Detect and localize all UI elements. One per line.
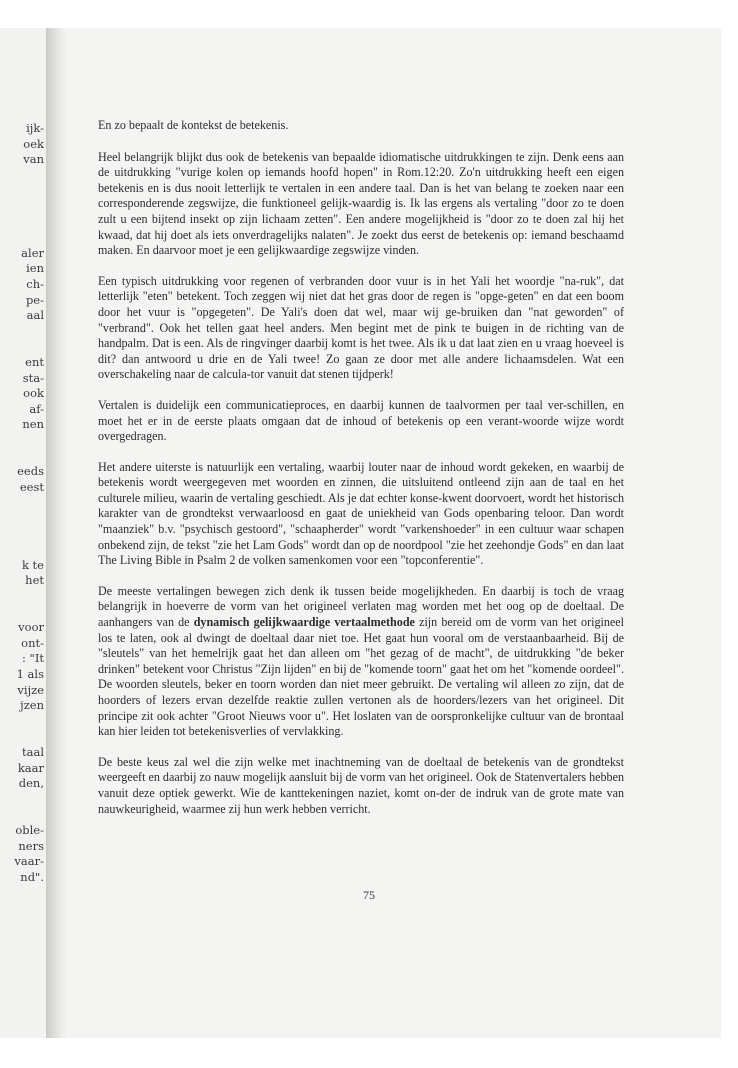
- left-page-fragment: kaar: [17, 760, 44, 775]
- paragraph-yali: Een typisch uitdrukking voor regenen of verbranden door vuur is in het Yali het woordje "na-ruk", dat letterlijk "eten" betekent. Toch zeggen wij niet dat het gras door de regen is "opge-geten" en dat een boom door het vuur is "opgegeten". De Yali's doen dat wel, maar wij ge-bruiken dan "nat geworden" of "verbrand". Ook het tellen gaat heel anders. Men begint met de pink te buigen in de richting van de handpalm. Dat is een. Als de ringvinger daarbij komt is het twee. Als ik u dat laat zien en u vraag hoeveel is dit? dan antwoord u drie en de Yali twee! Zo gaan ze door met alle andere lichaamsdelen. Wat een overschakeling naar de calcula-tor vanuit dat stenen tijdperk!: [98, 273, 624, 382]
- paragraph-text: De meeste vertalingen bewegen zich denk ik tussen beide mogelijkheden. En daarbij is toch de vraag belangrijk in hoeverre de vorm van het origineel verlaten mag worden met het oog op de doeltaal. De aanhangers van de: [98, 583, 624, 630]
- left-page-fragment: ners: [18, 838, 44, 853]
- page-body: [98, 118, 624, 832]
- left-page-fragment: ch-: [26, 277, 44, 291]
- left-page-fragment: 1 als: [16, 667, 44, 681]
- left-page-fragment: den,: [18, 776, 44, 791]
- left-page-fragment: : "It: [22, 651, 44, 666]
- intro-line: En zo bepaalt de kontekst de betekenis.: [98, 118, 289, 132]
- left-page-fragment: nd".: [20, 869, 44, 884]
- left-page-fragment: oek: [23, 136, 44, 151]
- paragraph-other-extreme: Het andere uiterste is natuurlijk een vertaling, waarbij louter naar de inhoud wordt gekeken, en waarbij de betekenis wordt weergegeven met woorden en zinnen, die uitsluitend ontleend zijn aan de taal en het culturele milieu, waarin de vertaling geschiedt. Als je dat echter konse-kwent doorvoert, wordt het historisch karakter van de grondtekst verwaarloosd en gaat de uniekheid van Gods openbaring teloor. Dan wordt "maanziek" b.v. "psychisch gestoord", "schaapherder" wordt "varkenshoeder" in een cultuur waar schapen onbekend zijn, de tekst "zie het Lam Gods" wordt dan op de noordpool "zie het zeehondje Gods" en dan laat The Living Bible in Psalm 2 de volken samenkomen voor een "topconferentie".: [98, 459, 624, 568]
- left-page-fragment: eeds: [17, 464, 44, 479]
- book-gutter: [46, 28, 66, 1038]
- left-page-fragment: jzen: [20, 698, 44, 713]
- left-page-fragment: af-: [29, 401, 44, 416]
- left-page-fragment: taal: [21, 745, 44, 759]
- paragraph-idioms: Heel belangrijk blijkt dus ook de betekenis van bepaalde idiomatische uitdrukkingen te zijn. Denk eens aan de uitdrukking "vurige kolen op iemands hoofd hopen" in Rom.12:20. Zo'n uitdrukking heeft een eigen betekenis en is dus nooit letterlijk te vertalen in een andere taal. Dan is het van belang te zoeken naar een corresponderende zegswijze, die funktioneel gelijk-waardig is. Ik las ergens als vertaling "door zo te doen zult u een bijtend insekt op zijn lichaam zetten". Een andere mogelijkheid is "door zo te doen zal hij het kwaad, dat hij doet als iets onverdragelijks nalaten". Je zoekt dus eerst de betekenis op: iemand beschaamd maken. En daarvoor moet je een gelijkwaardige zegswijze vinden.: [98, 149, 624, 258]
- paragraph-communication: Vertalen is duidelijk een communicatieproces, en daarbij kunnen de taalvormen per taal ver-schillen, en moet het er in de eerste plaats omgaan dat de inhoud of betekenis op een verant-woorde wijze wordt overgedragen.: [98, 397, 624, 444]
- left-page-fragment: ont-: [21, 635, 44, 650]
- page-number: 75: [363, 888, 375, 902]
- left-page-fragment: nen: [22, 417, 44, 432]
- left-page-fragment: aler: [21, 245, 44, 260]
- left-page-fragment: aal: [26, 308, 44, 323]
- left-page-fragment: ien: [26, 261, 44, 276]
- left-page-fragment: eest: [19, 479, 44, 494]
- left-facing-page: [0, 28, 46, 1038]
- left-page-fragment: ent: [25, 355, 44, 369]
- left-page-fragment: vijze: [17, 682, 44, 697]
- left-page-fragment: k te: [21, 557, 44, 572]
- left-page-fragment: sta-: [22, 370, 44, 385]
- left-page-fragment: oble-: [15, 823, 44, 837]
- page-edge: [721, 28, 738, 1038]
- left-page-fragment: voor: [18, 620, 44, 635]
- paragraph-best-choice: De beste keus zal wel die zijn welke met inachtneming van de doeltaal de betekenis van de grondtekst weergeeft en daarbij zo nauw mogelijk aansluit bij de vorm van het origineel. Ook de Statenvertalers hebben vanuit deze optiek gewerkt. Wie de kanttekeningen naziet, komt on-der de indruk van de grote mate van nauwkeurigheid, waarmee zij hun werk hebben verricht.: [98, 754, 625, 816]
- left-page-fragment: van: [23, 152, 44, 167]
- left-page-fragment: ijk-: [26, 121, 44, 135]
- paragraph-dynamic-equivalence: [98, 584, 624, 740]
- left-page-fragment: pe-: [25, 292, 44, 307]
- left-page-fragment: het: [25, 573, 44, 588]
- left-page-fragment: vaar-: [14, 854, 44, 869]
- paragraph-text: zijn bereid om de vorm van het origineel los te laten, ook al dwingt de doeltaal daar niet toe. Het gaat hun vooral om de verstaanbaarheid. Bij de "sleutels" van het hemelrijk gaat het dan alleen om "het gezag of de macht", de uitdrukking "de beker drinken" betekent voor Christus "Zijn lijden" en bij de "komende toorn" gaat het om het "komende oordeel". De woorden sleutels, beker en toorn worden dan niet meer gebruikt. De vertaling wil alleen zo zijn, dat de hoorders of lezers ervan dezelfde reaktie zullen vertonen als de hoorders/lezers van het origineel. Dit principe zit ook achter "Groot Nieuws voor u". Het loslaten van de oorspronkelijke cultuur van de brontaal kan hier leiden tot betekenisverlies of vervlakking.: [98, 615, 625, 739]
- left-page-fragment: ook: [23, 386, 44, 401]
- bold-term: dynamisch gelijkwaardige vertaalmethode: [193, 615, 415, 630]
